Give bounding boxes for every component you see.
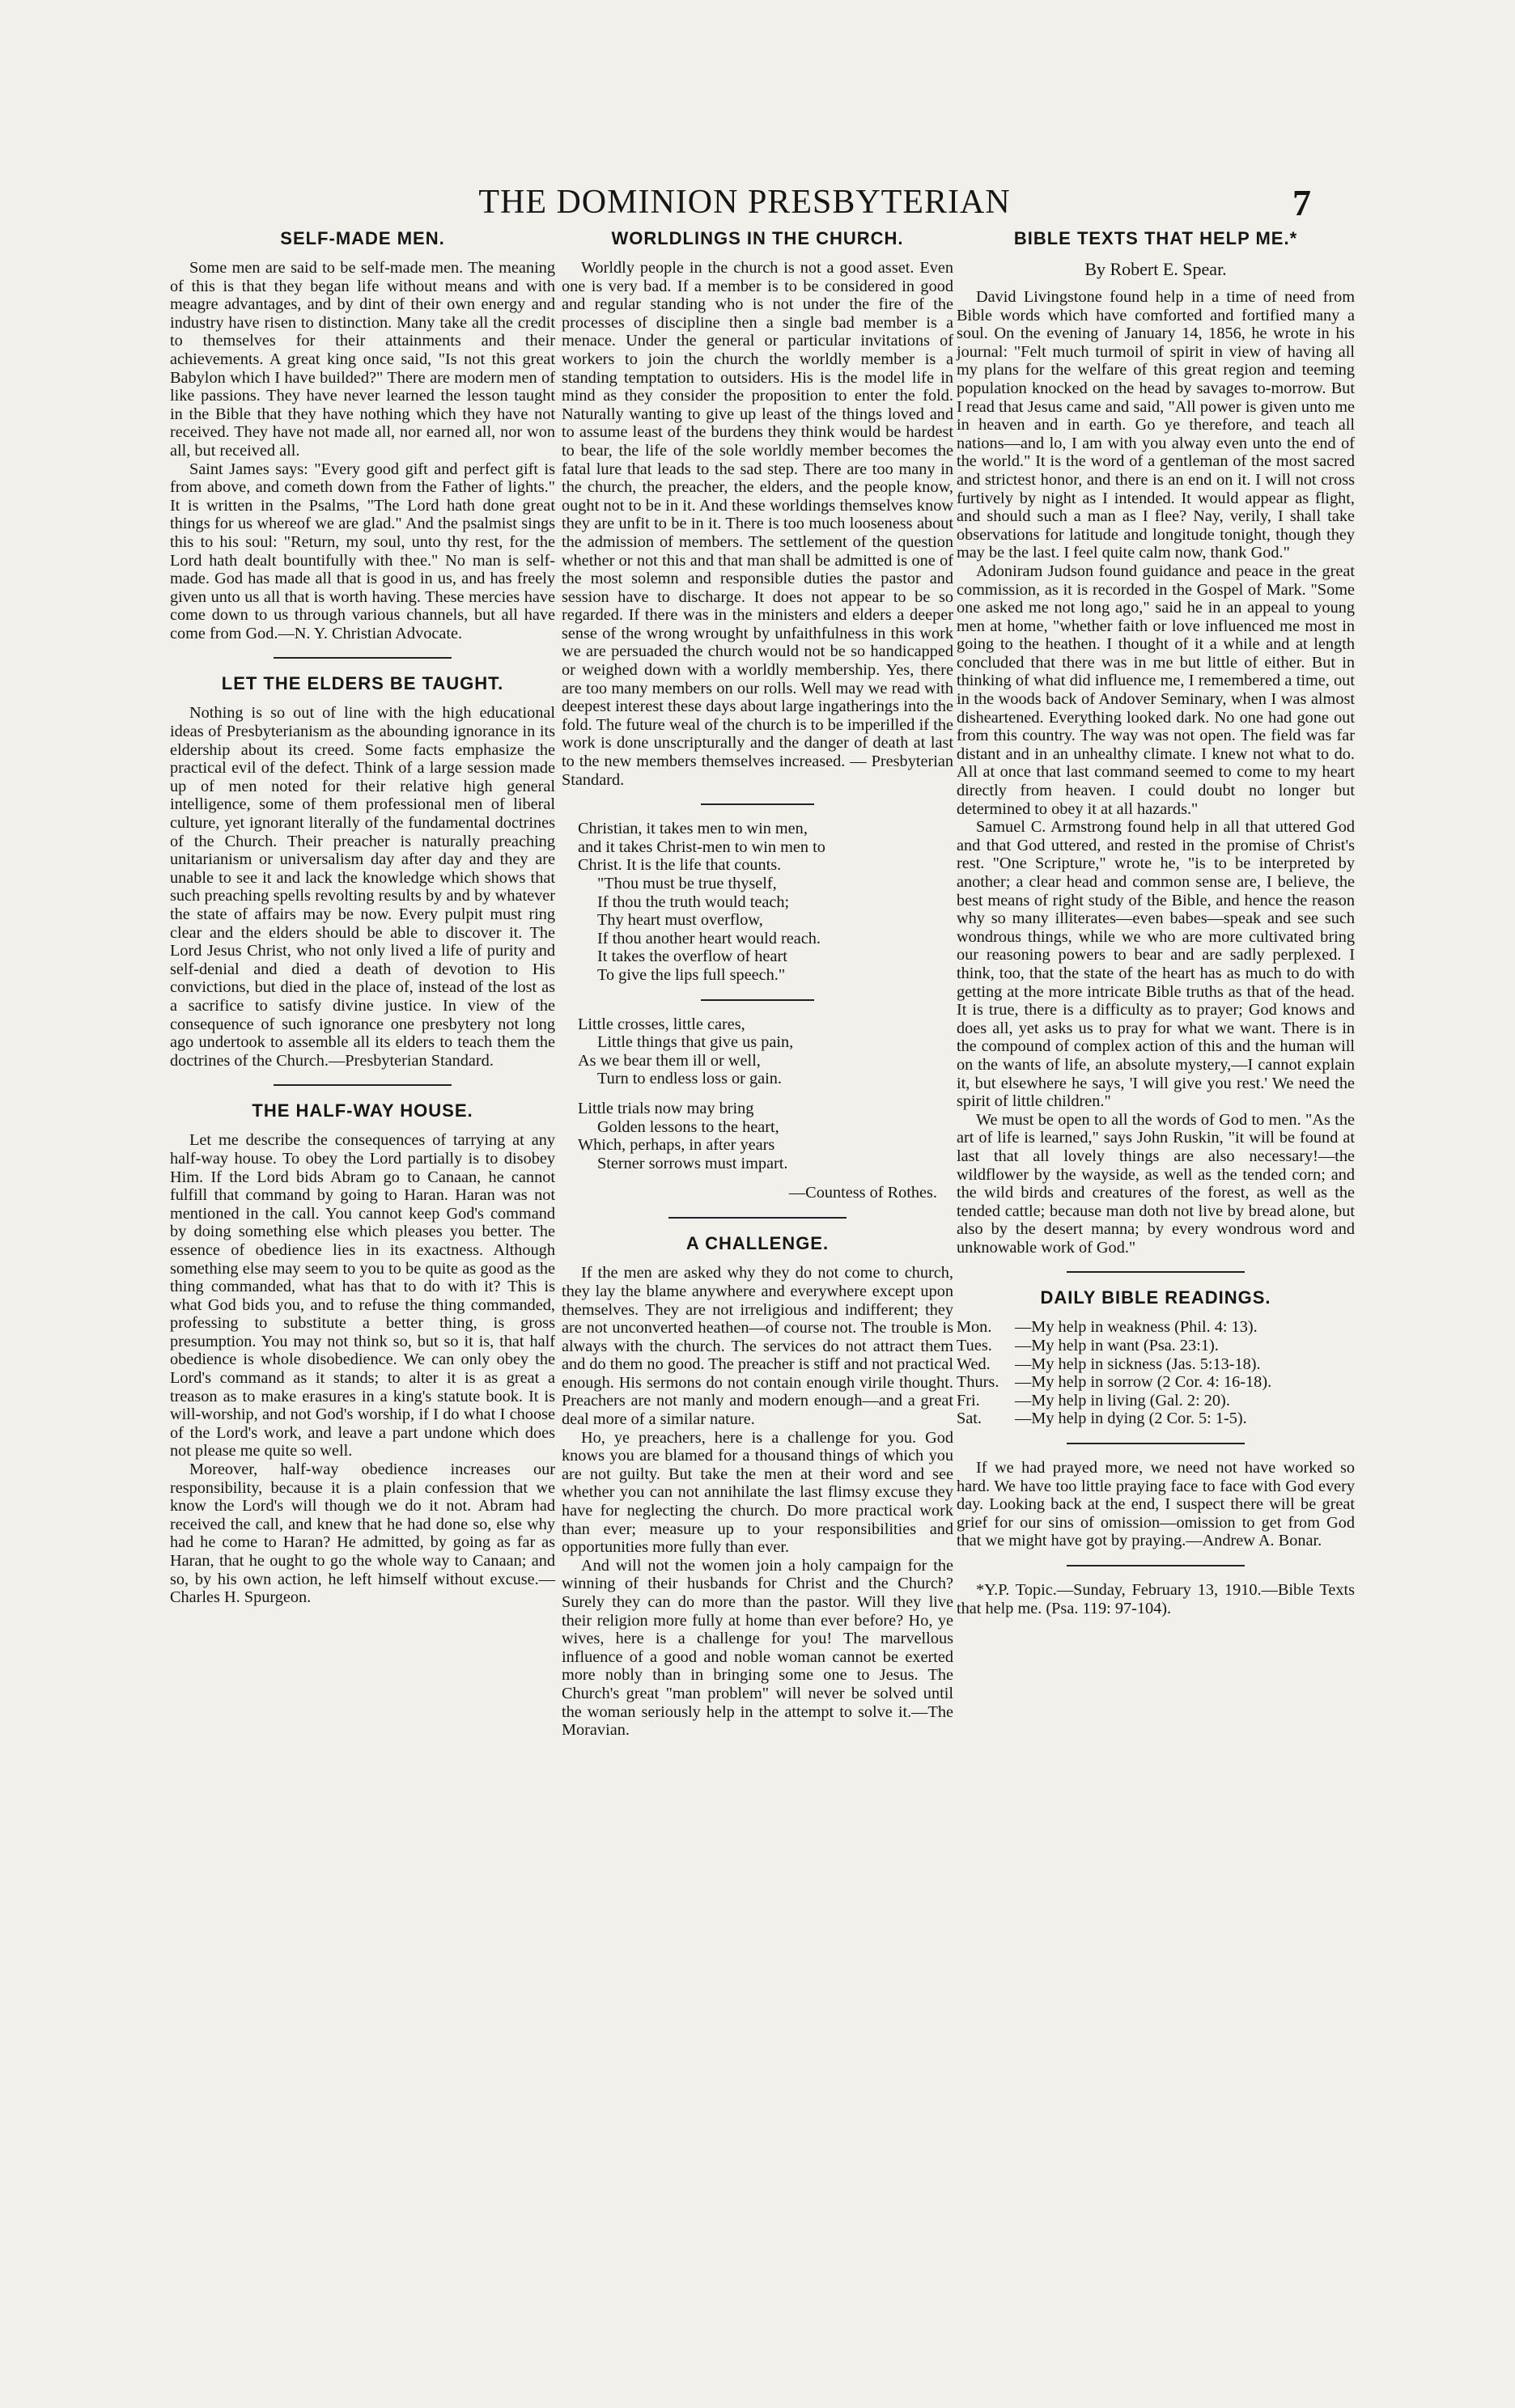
closing-quote: If we had prayed more, we need not have worked so hard. We have too little praying face to face with God every day. Looking back at the end, I suspect there will be great grief for our sins of omission—omission to get from God that we might have got by praying.—Andrew A. Bonar. bbox=[957, 1459, 1355, 1550]
section-divider bbox=[701, 999, 814, 1001]
poem-line: As we bear them ill or well, bbox=[578, 1051, 761, 1070]
reading-text: —My help in want (Psa. 23:1). bbox=[1015, 1337, 1219, 1355]
reading-item bbox=[957, 1355, 1355, 1374]
section-divider bbox=[274, 1084, 452, 1086]
reading-item bbox=[957, 1318, 1355, 1337]
article-paragraph: If the men are asked why they do not come to church, they lay the blame anywhere and everywhere except upon themselves. They are not irreligious and indifferent; they are not unconverted heathen—of course not. The trouble is always with the church. The services do not attract them and do them no good. The preacher is stiff and not practical enough. His sermons do not contain enough virile thought. Preachers are not manly and modern enough—and a great deal more of a similar nature. bbox=[562, 1264, 953, 1429]
poem-stanza bbox=[578, 1100, 953, 1172]
poem-line: Little things that give us pain, bbox=[597, 1033, 794, 1052]
reading-text: —My help in sickness (Jas. 5:13-18). bbox=[1015, 1354, 1261, 1373]
article-paragraph: Worldly people in the church is not a good asset. Even one is very bad. If a member is to be considered in good and regular standing who is not under the fire of the processes of discipline then a single bad member is a menace. Under the general or particular invitations of workers to join the church the worldly member is a standing temptation to outsiders. His is the model life in mind as they consider the proposition to enter the fold. Naturally wanting to give up least of the things loved and to assume least of the burdens they think would be hardest to bear, the life of the sole worldly member becomes the fatal lure that leads to the sad step. There are too many in the church, the preacher, the elders, and the people know, ought not to be in it. And these worldings themselves know they are unfit to be in it. There is too much looseness about the admission of members. The settlement of the question whether or not this and that man shall be admitted is one of the most solemn and responsible duties the pastor and session have to discharge. It does not appear to be so regarded. If there was in the ministers and elders a deeper sense of the wrong wrought by unfaithfulness in this work we are persuaded the church would not be so handicapped or weighed down with a worldly membership. Yes, there are too many members on our rolls. Well may we read with deepest interest these days about large ingatherings into the fold. The future weal of the church is to be imperilled if the work is done unscripturally and the danger of death at last to the new members themselves increased. — Presbyterian Standard. bbox=[562, 259, 953, 789]
column-left bbox=[170, 228, 555, 1607]
poem-line: To give the lips full speech." bbox=[597, 965, 786, 984]
poem-line: and it takes Christ-men to win men to bbox=[578, 837, 825, 856]
article-paragraph: Ho, ye preachers, here is a challenge for you. God knows you are blamed for a thousand things of which you are not guilty. But take the men at their word and see whether you can not annihilate the last flimsy excuse they have for neglecting the church. Do more practical work than ever; measure up to your responsibilities and opportunities more fully than ever. bbox=[562, 1428, 953, 1557]
article-paragraph: We must be open to all the words of God to men. "As the art of life is learned," says John Ruskin, "it will be found at last that all lovely things are also necessary!—the wildflower by the wayside, as well as the tended corn; and the wild birds and creatures of the forest, as well as the tended cattle; because man doth not live by bread alone, but also by the desert manna; by every wondrous word and unknowable work of God." bbox=[957, 1110, 1355, 1257]
article-title-elders: LET THE ELDERS BE TAUGHT. bbox=[221, 673, 504, 694]
reading-day: Mon. bbox=[957, 1318, 992, 1337]
poem-line: Golden lessons to the heart, bbox=[597, 1117, 779, 1136]
poem-line: Thy heart must overflow, bbox=[597, 911, 763, 930]
poem-line: If thou another heart would reach. bbox=[597, 929, 821, 948]
article-paragraph: David Livingstone found help in a time of need from Bible words which have comforted and fortified many a soul. On the evening of January 14, 1856, he wrote in his journal: "Felt much turmoil of spirit in view of having all my plans for the welfare of this great region and teeming population knocked on the head by savages to-morrow. But I read that Jesus came and said, "All power is given unto me in heaven and in earth. Go ye therefore, and teach all nations—and lo, I am with you alway even unto the end of the world." It is the word of a gentleman of the most sacred and strictest honor, and there is an end on it. I will not cross furtively by night as I intended. It would appear as flight, and should such a man as I flee? Nay, verily, I shall take observations for latitude and longitude tonight, though they may be the last. I feel quite calm now, thank God." bbox=[957, 288, 1355, 562]
poem-line: It takes the overflow of heart bbox=[597, 948, 787, 966]
reading-day: Fri. bbox=[957, 1391, 980, 1410]
reading-day: Thurs. bbox=[957, 1373, 999, 1392]
poem-stanza bbox=[578, 820, 953, 984]
poem-line: Christ. It is the life that counts. bbox=[578, 856, 782, 875]
page-number: 7 bbox=[1292, 182, 1311, 223]
article-paragraph: Let me describe the consequences of tarrying at any half-way house. To obey the Lord partially is to disobey Him. If the Lord bids Abram go to Canaan, he cannot fulfill that command by going to Haran. Haran was not mentioned in the call. You cannot keep God's command by doing something else which pleases you better. The essence of obedience lies in its exactness. Although something else may seem to you to be quite as good as the thing commanded, what has that to do with it? This is what God bids you, and to refuse the thing commanded, professing to substitute a better thing, is gross presumption. You may not think so, but so it is, that half obedience is whole disobedience. We can only obey the Lord's command as it stands; to alter it is as great a treason as to make erasures in a king's statute book. It is will-worship, and not God's worship, if I do what I choose of the Lord's work, and leave a part undone which does not please me quite so well. bbox=[170, 1131, 555, 1460]
article-paragraph: Nothing is so out of line with the high educational ideas of Presbyterianism as the abounding ignorance in its eldership about its creed. Some facts emphasize the practical evil of the defect. Think of a large session made up of men noted for their relative high general intelligence, some of them professional men of liberal culture, yet ignorant literally of the fundamental doctrines of the Church. Their preacher is naturally preaching unitarianism or universalism day after day and they are unable to see it and lack the knowledge which shows that such preaching spells revolting results by and by whatever the state of affairs may be now. Every pulpit must ring clear and the elders should be able to discover it. The Lord Jesus Christ, who not only lived a life of purity and self-denial and died a death of devotion to His convictions, but died in the place of, instead of the lost as a sacrifice to satisfy divine justice. In view of the consequence of such ignorance one presbytery not long ago undertook to assemble all its elders to teach them the doctrines of the Church.—Presbyterian Standard. bbox=[170, 704, 555, 1070]
section-divider bbox=[1067, 1443, 1245, 1444]
article-byline: By Robert E. Spear. bbox=[1084, 259, 1227, 279]
poem-line: Sterner sorrows must impart. bbox=[597, 1154, 788, 1172]
reading-item bbox=[957, 1373, 1355, 1392]
section-divider bbox=[274, 657, 452, 659]
readings-list bbox=[957, 1318, 1355, 1428]
article-paragraph: Samuel C. Armstrong found help in all that uttered God and that God uttered, and rested in the promise of Christ's rest. "One Scripture," wrote he, "is to be interpreted by another; a clear head and common sense are, I believe, the best means of right study of the Bible, and hence the reason why so many illiterates—even babes—speak and see such wondrous things, while we who are more cultivated bring our reasoning powers to bear and are sadly perplexed. I think, too, that the state of the heart has as much to do with getting at the more intricate Bible truths as that of the head. It is true, there is a difficulty as to prayer; God knows and does all, yet asks us to pray for what we want. There is in the compound of complex action of this and the human will on the wants of life, an absolute mystery,—I cannot explain it, but elsewhere he says, 'I will give you rest.' We need the spirit of little children." bbox=[957, 818, 1355, 1111]
masthead: THE DOMINION PRESBYTERIAN bbox=[478, 184, 1011, 221]
section-divider bbox=[701, 803, 814, 805]
reading-text: —My help in dying (2 Cor. 5: 1-5). bbox=[1015, 1410, 1247, 1428]
column-right bbox=[957, 228, 1355, 1617]
article-title-challenge: A CHALLENGE. bbox=[685, 1233, 830, 1254]
article-paragraph: Some men are said to be self-made men. The meaning of this is that they began life without means and with meagre advantages, and by dint of their own energy and industry have risen to distinction. Many take all the credit to themselves for their attainments and their achievements. A great king once said, "Is not this great Babylon which I have builded?" There are modern men of like passions. They have never learned the lesson taught in the Bible that they have nothing which they have not received. They have not made all, nor earned all, nor won all, but received all. bbox=[170, 259, 555, 460]
reading-item bbox=[957, 1392, 1355, 1410]
poem-line: Little crosses, little cares, bbox=[578, 1015, 745, 1033]
article-title-daily-readings: DAILY BIBLE READINGS. bbox=[1040, 1287, 1271, 1308]
poem-line: Turn to endless loss or gain. bbox=[597, 1070, 782, 1088]
article-title-half-way-house: THE HALF-WAY HOUSE. bbox=[252, 1100, 473, 1121]
poem-stanza bbox=[578, 1015, 953, 1088]
poem-line: Which, perhaps, in after years bbox=[578, 1136, 775, 1155]
article-title-self-made-men: SELF-MADE MEN. bbox=[280, 228, 445, 248]
poem-line: "Thou must be true thyself, bbox=[597, 875, 777, 892]
article-title-bible-texts: BIBLE TEXTS THAT HELP ME.* bbox=[1013, 228, 1298, 248]
reading-text: —My help in sorrow (2 Cor. 4: 16-18). bbox=[1015, 1373, 1272, 1392]
reading-day: Wed. bbox=[957, 1354, 991, 1373]
article-title-worldlings: WORLDLINGS IN THE CHURCH. bbox=[611, 228, 904, 248]
column-middle bbox=[562, 228, 953, 1740]
poem-attribution: —Countess of Rothes. bbox=[788, 1184, 937, 1202]
reading-day: Tues. bbox=[957, 1337, 992, 1355]
footnote: *Y.P. Topic.—Sunday, February 13, 1910.—Bible Texts that help me. (Psa. 119: 97-104). bbox=[957, 1581, 1355, 1617]
article-paragraph: Moreover, half-way obedience increases our responsibility, because it is a plain confession that we know the Lord's will though we do it not. Abram had received the call, and knew that he had done so, else why had he come to Haran? He admitted, by going as far as Haran, that he ought to go the whole way to Canaan; and so, by his own action, he left himself without excuse.—Charles H. Spurgeon. bbox=[170, 1460, 555, 1607]
poem-line: Little trials now may bring bbox=[578, 1099, 754, 1117]
section-divider bbox=[668, 1217, 847, 1219]
reading-text: —My help in living (Gal. 2: 20). bbox=[1015, 1391, 1230, 1410]
reading-day: Sat. bbox=[957, 1410, 982, 1428]
article-paragraph: Saint James says: "Every good gift and perfect gift is from above, and cometh down from the Father of lights." It is written in the Psalms, "The Lord hath done great things for us whereof we are glad." And the psalmist sings this to his soul: "Return, my soul, unto thy rest, for the Lord hath dealt bountifully with thee." No man is self-made. God has made all that is good in us, and has freely given unto us all that is worth having. These mercies have come down to us through various channels, but all have come from God.—N. Y. Christian Advocate. bbox=[170, 460, 555, 642]
article-paragraph: Adoniram Judson found guidance and peace in the great commission, as it is recorded in the Gospel of Mark. "Some one asked me not long ago," said he in an appeal to young men at home, "whether faith or love influenced me most in going to the heathen. I thought of it a while and at length concluded that there was in me but little of either. But in thinking of what did influence me, I remembered a time, out in the woods back of Andover Seminary, when I was almost disheartened. Everything looked dark. No one had gone out from this country. The way was not open. The field was far distant and in an unhealthy climate. I knew not what to do. All at once that last command seemed to come to my heart directly from heaven. I could doubt no longer but determined to obey it at all hazards." bbox=[957, 562, 1355, 818]
section-divider bbox=[1067, 1565, 1245, 1566]
article-paragraph: And will not the women join a holy campaign for the winning of their husbands for Christ and the Church? Surely they can do more than the pastor. Will they live their religion more fully at home than ever before? Ho, ye wives, here is a challenge for you! The marvellous influence of a good and noble woman cannot be exerted more nobly than in bringing some one to Jesus. The Church's great "man problem" will never be solved until the woman seriously help in the attempt to solve it.—The Moravian. bbox=[562, 1556, 953, 1740]
reading-text: —My help in weakness (Phil. 4: 13). bbox=[1015, 1318, 1258, 1337]
poem-line: If thou the truth would teach; bbox=[597, 892, 790, 911]
reading-item bbox=[957, 1410, 1355, 1428]
section-divider bbox=[1067, 1271, 1245, 1273]
poem-line: Christian, it takes men to win men, bbox=[578, 820, 808, 838]
reading-item bbox=[957, 1337, 1355, 1355]
